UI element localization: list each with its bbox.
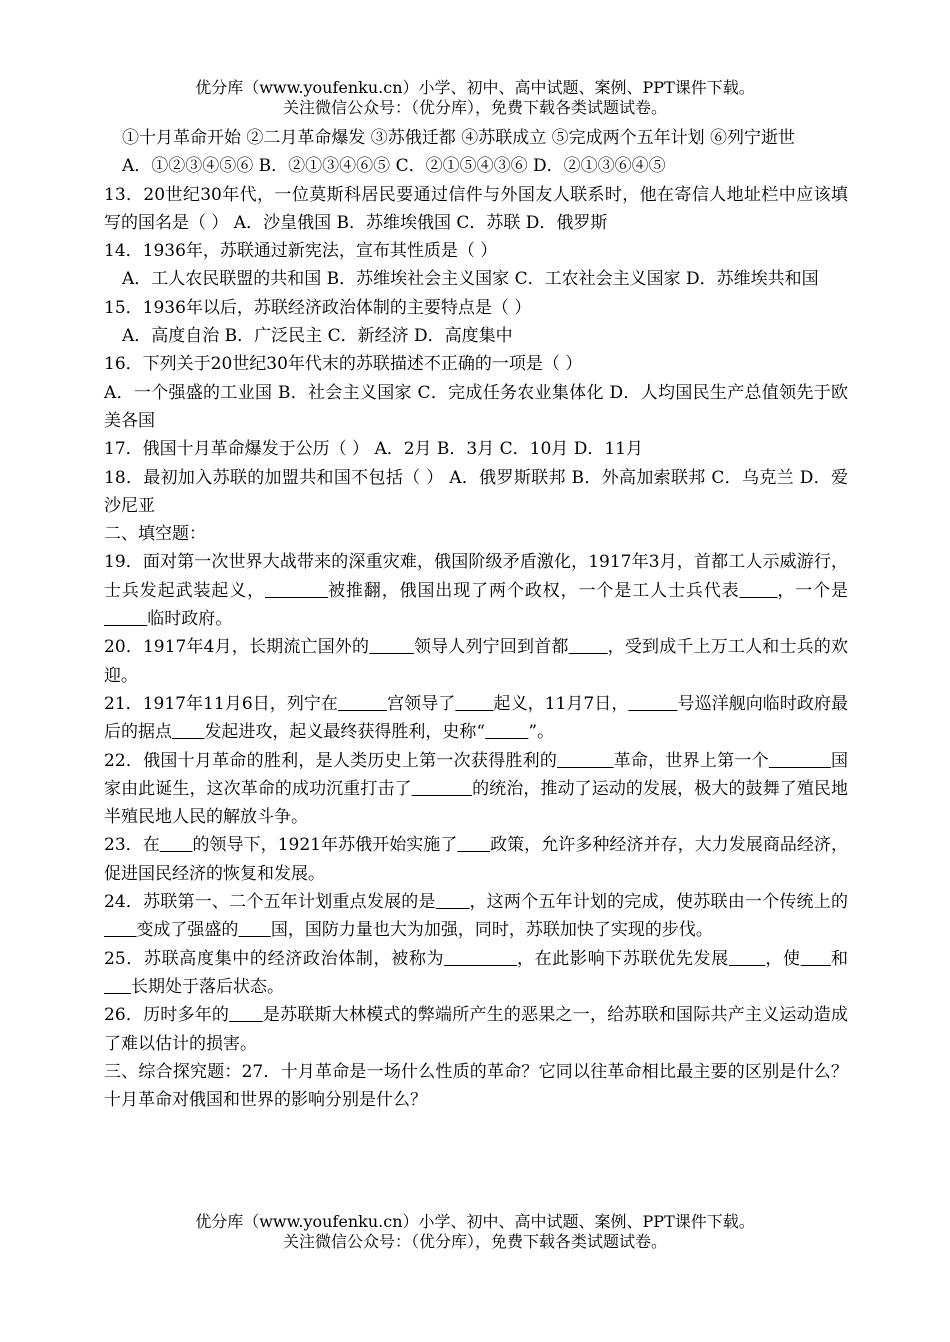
footer-line-1: 优分库（www.youfenku.cn）小学、初中、高中试题、案例、PPT课件下载。 [195, 1212, 755, 1231]
question-25: 25．苏联高度集中的经济政治体制，被称为 ，在此影响下苏联优先发展 ，使 和 长期处于落后状态。 [104, 948, 848, 997]
question-27: 三、综合探究题：27．十月革命是一场什么性质的革命？它同以往革命相比最主要的区别是什么？十月革命对俄国和世界的影响分别是什么？ [104, 1061, 848, 1111]
blank [238, 920, 270, 940]
blank [104, 609, 147, 629]
blank [455, 694, 493, 714]
question-19: 19．面对第一次世界大战带来的深重灾难，俄国阶级矛盾激化，1917年3月，首都工人示威游行，士兵发起武装起义， 被推翻，俄国出现了两个政权，一个是工人士兵代表 ，一个是 临时政府。 [104, 552, 849, 630]
q15-options: A．高度自治 B．广泛民主 C．新经济 D．高度集中 [122, 326, 513, 347]
blank [557, 751, 614, 771]
blank [801, 949, 831, 969]
question-14: 14．1936年，苏联通过新宪法，宣布其性质是（ ） [104, 241, 498, 262]
blank [104, 977, 131, 997]
blank [769, 751, 831, 771]
blank [172, 722, 204, 742]
question-26: 26．历时多年的 是苏联斯大林模式的弊端所产生的恶果之一，给苏联和国际共产主义运动造成了难以估计的损害。 [104, 1005, 848, 1054]
blank [628, 694, 677, 714]
blank [569, 637, 608, 657]
q14-options: A．工人农民联盟的共和国 B．苏维埃社会主义国家 C．工农社会主义国家 D．苏维埃共和国 [122, 269, 819, 290]
blank [444, 949, 517, 969]
blank [265, 581, 328, 601]
blank [457, 835, 490, 855]
blank [729, 949, 765, 969]
q16-options: A．一个强盛的工业国 B．社会主义国家 C．完成任务农业集体化 D．人均国民生产总值领先于欧美各国 [104, 382, 848, 431]
blank [104, 920, 136, 940]
blank [160, 835, 193, 855]
question-23: 23．在 的领导下，1921年苏俄开始实施了 政策，允许多种经济并存，大力发展商品经济，促进国民经济的恢复和发展。 [104, 835, 848, 884]
blank [229, 1005, 263, 1025]
question-22: 22．俄国十月革命的胜利，是人类历史上第一次获得胜利的 革命，世界上第一个 国家由此诞生，这次革命的成功沉重打击了 的统治，推动了运动的发展，极大的鼓舞了殖民地半殖民地人民的解放斗争。 [104, 750, 849, 828]
question-18: 18．最初加入苏联的加盟共和国不包括（ ） A．俄罗斯联邦 B．外高加索联邦 C．乌克兰 D．爱沙尼亚 [104, 467, 848, 516]
q12-items: ①十月革命开始 ②二月革命爆发 ③苏俄迁都 ④苏联成立 ⑤完成两个五年计划 ⑥列宁逝世 [122, 128, 796, 148]
blank [436, 892, 470, 912]
blank [369, 637, 414, 657]
header-line-2: 关注微信公众号：（优分库），免费下载各类试题试卷。 [282, 98, 667, 117]
footer-line-2: 关注微信公众号：（优分库），免费下载各类试题试卷。 [282, 1232, 667, 1251]
question-20: 20．1917年4月，长期流亡国外的 领导人列宁回到首都 ，受到成千上万工人和士兵的欢迎。 [104, 637, 849, 686]
section-fill-heading: 二、填空题： [104, 524, 206, 545]
document-body [104, 124, 848, 1114]
page-footer [0, 1212, 950, 1252]
blank [485, 722, 528, 742]
question-21: 21．1917年11月6日，列宁在 宫领导了 起义，11月7日， 号巡洋舰向临时政府最后的据点 发起进攻，起义最终获得胜利，史称“ ”。 [104, 693, 849, 743]
q12-options: A．①②③④⑤⑥ B．②①③④⑥⑤ C．②①⑤④③⑥ D．②①③⑥④⑤ [122, 156, 666, 177]
blank [412, 779, 472, 799]
question-15: 15．1936年以后，苏联经济政治体制的主要特点是（ ） [104, 297, 532, 318]
page-header [0, 78, 950, 118]
question-13: 13．20世纪30年代，一位莫斯科居民要通过信件与外国友人联系时，他在寄信人地址栏中应该填写的国名是（ ） A．沙皇俄国 B．苏维埃俄国 C．苏联 D．俄罗斯 [104, 184, 848, 233]
question-24: 24．苏联第一、二个五年计划重点发展的是 ，这两个五年计划的完成，使苏联由一个传统上的 变成了强盛的 国，国防力量也大为加强，同时，苏联加快了实现的步伐。 [104, 892, 848, 941]
question-16: 16．下列关于20世纪30年代末的苏联描述不正确的一项是（ ） [104, 354, 583, 375]
blank [338, 694, 387, 714]
header-line-1: 优分库（www.youfenku.cn）小学、初中、高中试题、案例、PPT课件下载。 [195, 78, 755, 97]
blank [740, 581, 778, 601]
question-17: 17．俄国十月革命爆发于公历（ ） A．2月 B．3月 C．10月 D．11月 [104, 439, 643, 460]
